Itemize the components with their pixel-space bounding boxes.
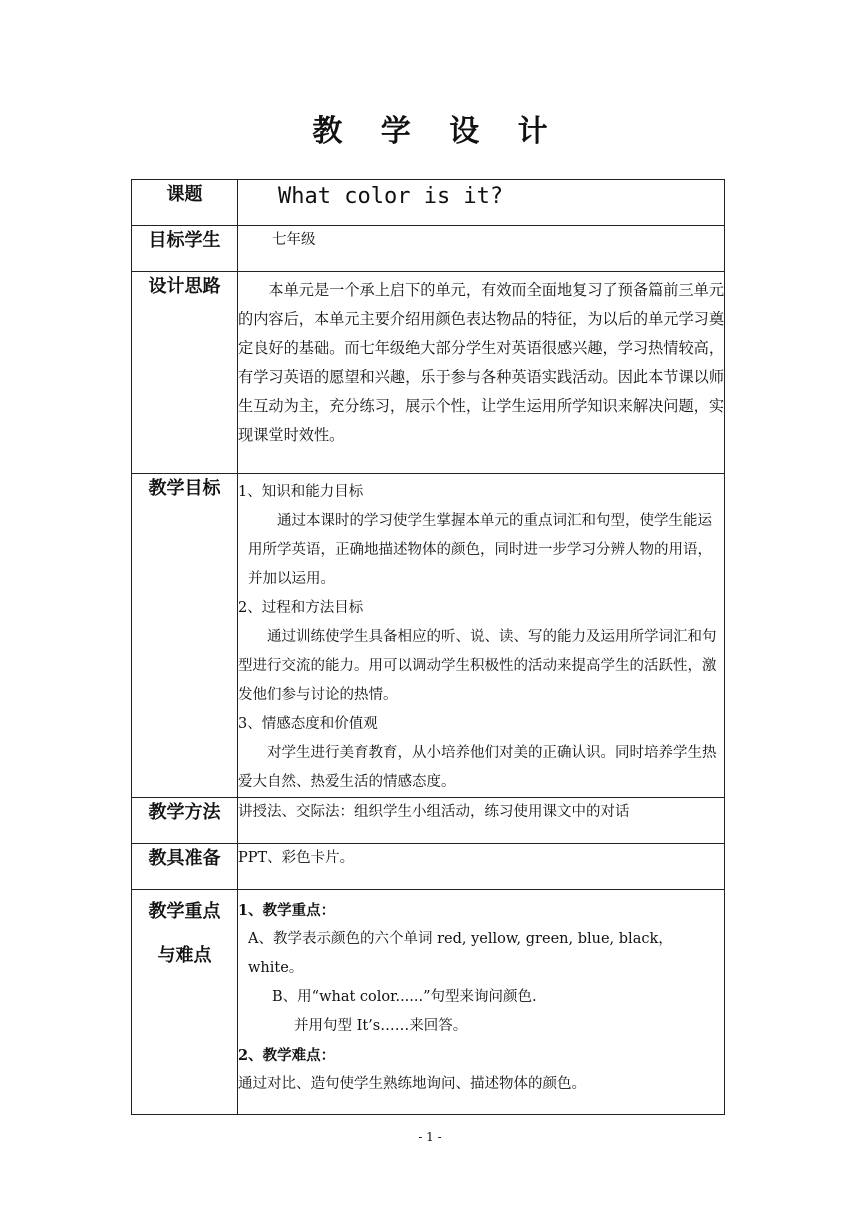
tools-text: PPT、彩色卡片。 <box>238 850 355 866</box>
students-text: 七年级 <box>272 232 316 248</box>
goals-para-3: 对学生进行美育教育，从小培养他们对美的正确认识。同时培养学生热爱大自然、热爱生活的情感态度。 <box>238 745 717 790</box>
key-label-line-1: 教学重点 <box>148 901 221 922</box>
key-point-b: B、用“what color......”句型来询问颜色. <box>272 989 537 1005</box>
key-heading-2: 2、教学难点： <box>238 1047 336 1064</box>
design-label: 设计思路 <box>132 272 238 474</box>
key-point-b2: 并用句型 It’s……来回答。 <box>294 1018 468 1034</box>
topic-value <box>238 180 725 226</box>
method-label: 教学方法 <box>132 798 238 844</box>
goals-heading-3: 3、情感态度和价值观 <box>238 716 378 732</box>
key-difficulty: 通过对比、造句使学生熟练地询问、描述物体的颜色。 <box>238 1076 586 1092</box>
goals-para-1: 通过本课时的学习使学生掌握本单元的重点词汇和句型，使学生能运用所学英语，正确地描述物体的颜色，同时进一步学习分辨人物的用语，并加以运用。 <box>248 513 712 587</box>
design-text: 本单元是一个承上启下的单元，有效而全面地复习了预备篇前三单元的内容后，本单元主要介绍用颜色表达物品的特征，为以后的单元学习奠定良好的基础。而七年级绝大部分学生对英语很感兴趣，学习热情较高，有学习英语的愿望和兴趣，乐于参与各种英语实践活动。因此本节课以师生互动为主，充分练习，展示个性，让学生运用所学知识来解决问题，实现课堂时效性。 <box>238 281 725 444</box>
row-topic <box>132 180 725 226</box>
goals-label: 教学目标 <box>132 474 238 798</box>
design-value <box>238 272 725 474</box>
key-label <box>132 890 238 1115</box>
goals-value <box>238 474 725 798</box>
row-goals <box>132 474 725 798</box>
students-label: 目标学生 <box>132 226 238 272</box>
goals-heading-1: 1、知识和能力目标 <box>238 484 364 500</box>
key-point-a: A、教学表示颜色的六个单词 red, yellow, green, blue, black，white。 <box>248 931 673 976</box>
tools-value <box>238 844 725 890</box>
topic-text: What color is it? <box>278 184 504 209</box>
row-tools <box>132 844 725 890</box>
goals-heading-2: 2、过程和方法目标 <box>238 600 364 616</box>
page-title: 教 学 设 计 <box>312 114 562 149</box>
row-design <box>132 272 725 474</box>
key-value <box>238 890 725 1115</box>
topic-label: 课题 <box>132 180 238 226</box>
row-key <box>132 890 725 1115</box>
row-students <box>132 226 725 272</box>
key-heading-1: 1、教学重点： <box>238 902 336 919</box>
lesson-plan-table <box>131 179 725 1115</box>
method-value <box>238 798 725 844</box>
key-label-line-2: 与难点 <box>157 945 212 966</box>
page-number: - 1 - <box>418 1130 442 1144</box>
row-method <box>132 798 725 844</box>
tools-label: 教具准备 <box>132 844 238 890</box>
method-text: 讲授法、交际法：组织学生小组活动，练习使用课文中的对话 <box>238 804 630 820</box>
goals-para-2: 通过训练使学生具备相应的听、说、读、写的能力及运用所学词汇和句型进行交流的能力。用可以调动学生积极性的活动来提高学生的活跃性，激发他们参与讨论的热情。 <box>238 629 717 703</box>
students-value <box>238 226 725 272</box>
